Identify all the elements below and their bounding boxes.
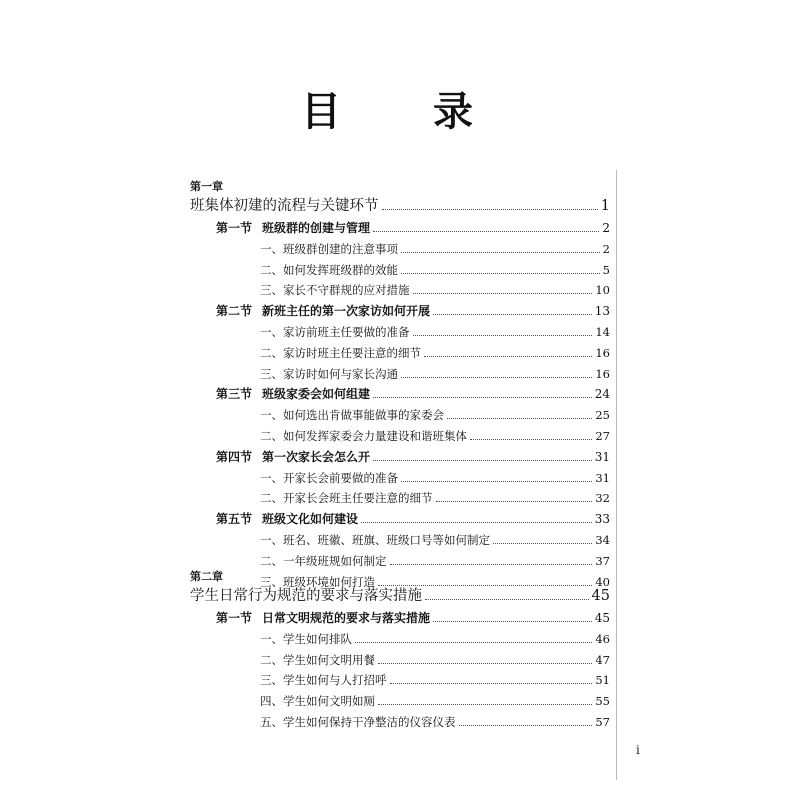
toc-item[interactable] <box>260 710 610 730</box>
dot-leader <box>401 481 592 482</box>
section-entry[interactable] <box>216 382 610 402</box>
page-number: 24 <box>594 387 610 402</box>
page-title: 目 录 <box>301 89 499 135</box>
item-title: 三、学生如何与人打招呼 <box>260 673 387 688</box>
dot-leader <box>355 642 592 643</box>
dot-leader <box>459 725 593 726</box>
page-number: 10 <box>595 283 610 298</box>
toc-item[interactable] <box>260 627 610 647</box>
item-title: 一、开家长会前要做的准备 <box>260 470 398 485</box>
toc-item[interactable] <box>260 320 610 340</box>
item-title: 二、学生如何文明用餐 <box>260 652 375 667</box>
page-number: 5 <box>602 262 610 277</box>
page-number: 47 <box>595 652 610 667</box>
item-title: 三、家长不守群规的应对措施 <box>260 283 410 298</box>
page-number: 27 <box>595 429 610 443</box>
page-number: 16 <box>595 345 610 360</box>
chapter-title: 班集体初建的流程与关键环节 <box>190 198 379 214</box>
chapter-label: 第一章 <box>190 180 223 193</box>
dot-leader <box>382 209 598 210</box>
dot-leader <box>425 599 589 600</box>
page-number: 51 <box>595 673 610 688</box>
item-title: 二、一年级班规如何制定 <box>260 553 387 568</box>
section-number: 第一节 <box>216 611 253 625</box>
section-number: 第四节 <box>216 449 253 464</box>
section-title: 第一次家长会怎么开 <box>262 449 371 464</box>
dot-leader <box>373 460 592 461</box>
section-title: 班级家委会如何组建 <box>262 387 371 402</box>
section-entry[interactable] <box>216 606 610 626</box>
toc-item[interactable] <box>260 528 610 548</box>
toc-item[interactable] <box>260 278 610 298</box>
page-number: 34 <box>595 533 610 547</box>
chapter-entry[interactable] <box>190 584 610 604</box>
toc-item[interactable] <box>260 648 610 668</box>
page-number: 1 <box>600 198 610 214</box>
section-title: 新班主任的第一次家访如何开展 <box>262 304 431 319</box>
toc-item[interactable] <box>260 424 610 444</box>
section-title: 班级群的创建与管理 <box>262 221 371 235</box>
page-number: 31 <box>594 449 610 464</box>
section-entry[interactable] <box>216 299 610 319</box>
page-folio: i <box>636 743 640 757</box>
toc-item[interactable] <box>260 403 610 423</box>
section-title: 日常文明规范的要求与落实措施 <box>262 611 431 625</box>
item-title: 一、班名、班徽、班旗、班级口号等如何制定 <box>260 533 490 547</box>
page-number: 45 <box>591 588 610 604</box>
section-number: 第三节 <box>216 387 253 402</box>
section-number: 第一节 <box>216 221 253 235</box>
item-title: 二、家访时班主任要注意的细节 <box>260 345 421 360</box>
item-title: 二、如何发挥班级群的效能 <box>260 262 398 277</box>
dot-leader <box>447 418 592 419</box>
toc-item[interactable] <box>260 486 610 506</box>
dot-leader <box>493 543 592 544</box>
dot-leader <box>436 501 593 502</box>
item-title: 一、班级群创建的注意事项 <box>260 241 398 256</box>
page-number: 55 <box>595 694 610 709</box>
dot-leader <box>433 314 592 315</box>
dot-leader <box>401 252 600 253</box>
dot-leader <box>413 335 593 336</box>
page-number: 57 <box>595 715 610 729</box>
page-number: 45 <box>594 611 610 625</box>
dot-leader <box>401 273 600 274</box>
item-title: 二、开家长会班主任要注意的细节 <box>260 491 433 506</box>
page-number: 25 <box>595 408 610 423</box>
dot-leader <box>424 356 592 357</box>
chapter-title: 学生日常行为规范的要求与落实措施 <box>190 588 422 604</box>
section-title: 班级文化如何建设 <box>262 512 359 527</box>
item-title: 三、家访时如何与家长沟通 <box>260 366 398 381</box>
item-title: 一、学生如何排队 <box>260 631 352 646</box>
page-number: 31 <box>595 470 610 485</box>
toc-item[interactable] <box>260 549 610 569</box>
right-margin-rule <box>616 170 617 780</box>
item-title: 三、班级环境如何打造 <box>260 574 375 589</box>
page-number: 2 <box>602 241 610 256</box>
toc-item[interactable] <box>260 689 610 709</box>
section-number: 第五节 <box>216 512 253 527</box>
page-number: 32 <box>595 491 610 506</box>
dot-leader <box>390 683 593 684</box>
toc-item[interactable] <box>260 341 610 361</box>
page-number: 46 <box>595 631 610 646</box>
page-number: 40 <box>595 574 610 589</box>
section-entry[interactable] <box>216 216 610 236</box>
section-entry[interactable] <box>216 445 610 465</box>
page-number: 14 <box>595 325 610 339</box>
toc-item[interactable] <box>260 237 610 257</box>
item-title: 二、如何发挥家委会力量建设和谐班集体 <box>260 429 467 443</box>
dot-leader <box>378 663 592 664</box>
dot-leader <box>401 377 592 378</box>
dot-leader <box>390 564 593 565</box>
page-number: 13 <box>594 304 610 319</box>
toc-item[interactable] <box>260 668 610 688</box>
item-title: 一、如何选出肯做事能做事的家委会 <box>260 408 444 423</box>
dot-leader <box>373 231 599 232</box>
section-entry[interactable] <box>216 507 610 527</box>
page-number: 2 <box>602 221 610 235</box>
chapter-entry[interactable] <box>190 194 610 214</box>
dot-leader <box>373 397 592 398</box>
dot-leader <box>470 439 592 440</box>
dot-leader <box>413 293 593 294</box>
page-number: 37 <box>595 553 610 568</box>
item-title: 四、学生如何文明如厕 <box>260 694 375 709</box>
toc-item[interactable] <box>260 258 610 278</box>
toc-item[interactable] <box>260 466 610 486</box>
toc-item[interactable] <box>260 362 610 382</box>
page-number: 16 <box>595 366 610 381</box>
section-number: 第二节 <box>216 304 253 319</box>
page-number: 33 <box>594 512 610 527</box>
chapter-label: 第二章 <box>190 570 223 583</box>
dot-leader <box>361 522 592 523</box>
item-title: 一、家访前班主任要做的准备 <box>260 325 410 339</box>
dot-leader <box>433 621 592 622</box>
dot-leader <box>378 704 592 705</box>
item-title: 五、学生如何保持干净整洁的仪容仪表 <box>260 715 456 729</box>
